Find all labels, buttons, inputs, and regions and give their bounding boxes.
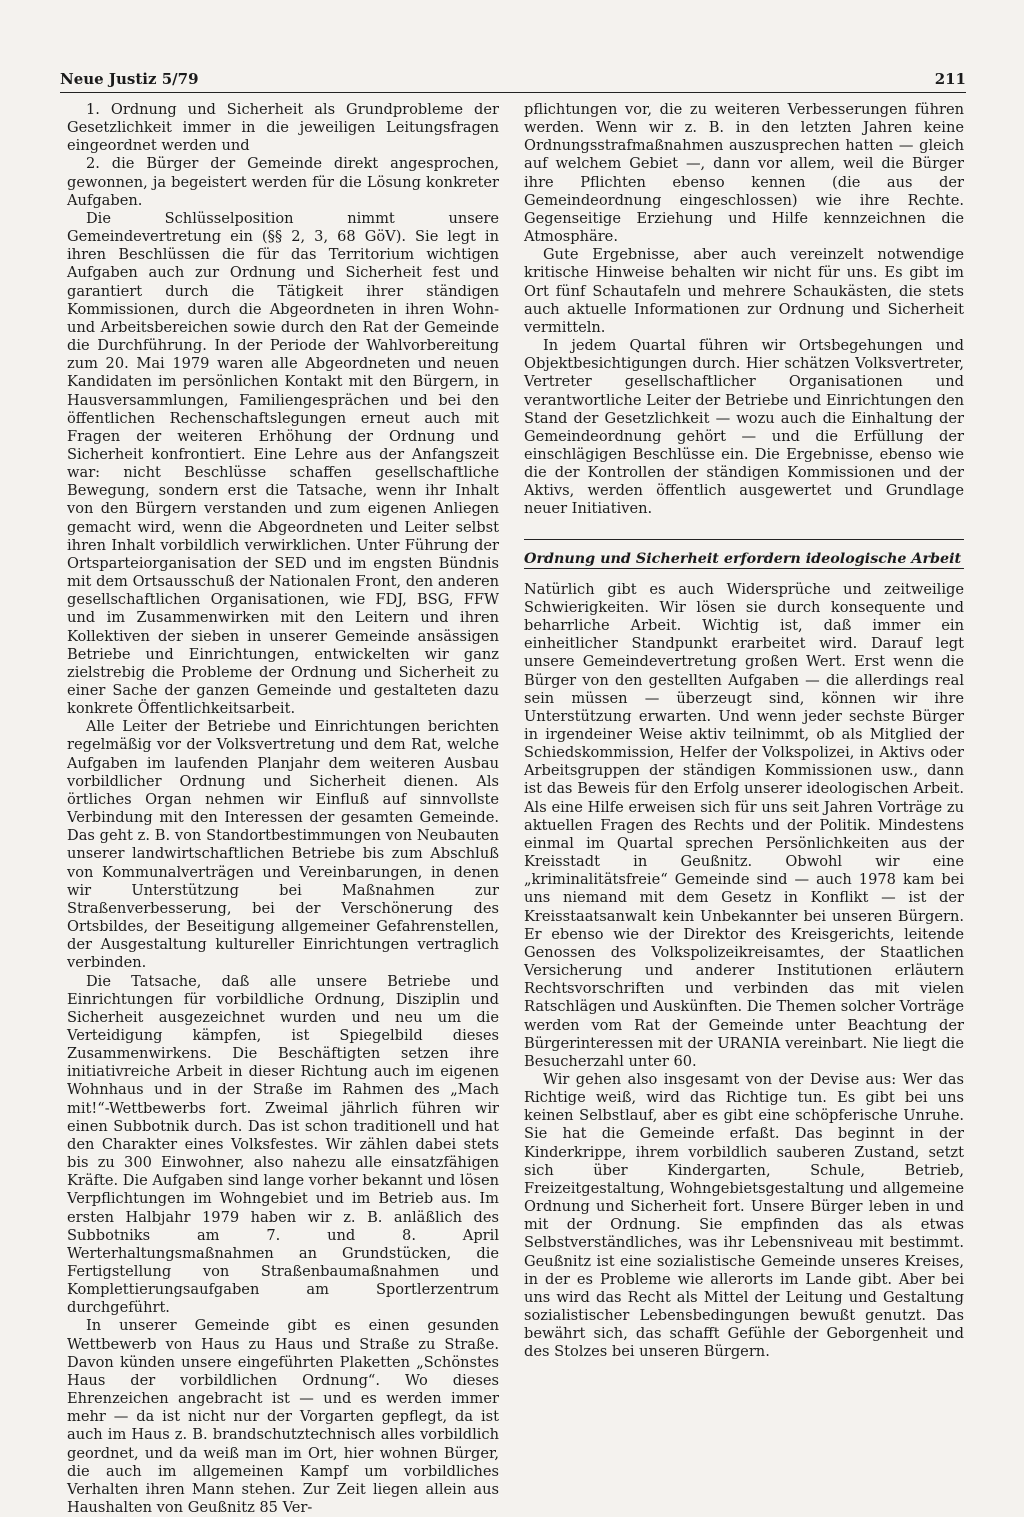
paragraph: In unserer Gemeinde gibt es einen gesunden Wettbewerb von Haus zu Haus und Straße zu Straße. Davon künden unsere eingeführten Plaketten „Schönstes Haus der vorbildlichen Ordnung“. Wo dieses Ehrenzeichen angebracht ist — und es werden immer mehr — da ist nicht nur der Vorgarten gepflegt, da ist auch im Haus z. B. brandschutztechnisch alles vorbildlich geordnet, und da weiß man im Ort, hier wohnen Bürger, die auch im allgemeinen Kampf um vorbildliches Verhalten ihren Mann stehen. Zur Zeit liegen allein aus Haushalten von Geußnitz 85 Ver- — [67, 1317, 499, 1517]
page-number: 211 — [934, 70, 966, 88]
paragraph: Wir gehen also insgesamt von der Devise aus: Wer das Richtige weiß, wird das Richtige tun. Es gibt bei uns keinen Selbstlauf, aber es gibt eine schöpferische Unruhe. Sie hat die Gemeinde erfaßt. Das beginnt in der Kinderkrippe, ihrem vorbildlich sauberen Zustand, setzt sich über Kindergarten, Schule, Betrieb, Freizeitgestaltung, Wohngebietsgestaltung und allgemeine Ordnung und Sicherheit fort. Unsere Bürger leben in und mit der Ordnung. Sie empfinden das als etwas Selbstverständliches, was ihr Lebensniveau mit bestimmt. Geußnitz ist eine sozialistische Gemeinde unseres Kreises, in der es Probleme wie allerorts im Lande gibt. Aber bei uns wird das Recht als Mittel der Leitung und Gestaltung sozialistischer Lebensbedingungen bewußt genutzt. Das bewährt sich, das schafft Gefühle der Geborgenheit und des Stolzes bei unseren Bürgern. — [524, 1070, 964, 1361]
paragraph: In jedem Quartal führen wir Ortsbegehungen und Objektbesichtigungen durch. Hier schätzen Volksvertreter, Vertreter gesellschaftlicher Organisationen und verantwortliche Leiter der Betriebe und Einrichtungen den Stand der Gesetzlichkeit — wozu auch die Einhaltung der Gemeindeordnung gehört — und die Erfüllung der einschlägigen Beschlüsse ein. Die Ergebnisse, ebenso wie die der Kontrollen der ständigen Kommissionen und der Aktivs, werden öffentlich ausgewertet und Grundlage neuer Initiativen. — [524, 337, 964, 518]
paragraph: pflichtungen vor, die zu weiteren Verbesserungen führen werden. Wenn wir z. B. in den letzten Jahren keine Ordnungsstrafmaßnahmen auszusprechen hatten — gleich auf welchem Gebiet —, dann vor allem, weil die Bürger ihre Pflichten ebenso kennen (die aus der Gemeindeordnung eingeschlossen) wie ihre Rechte. Gegenseitige Erziehung und Hilfe kennzeichnen die Atmosphäre. — [524, 101, 964, 246]
section-spacer — [524, 519, 964, 539]
section-rule-top — [524, 539, 964, 540]
header-rule — [60, 92, 966, 93]
paragraph: Die Schlüsselposition nimmt unsere Gemeindevertretung ein (§§ 2, 3, 68 GöV). Sie legt in ihren Beschlüssen die für das Territorium wichtigen Aufgaben auch zur Ordnung und Sicherheit fest und garantiert durch die Tätigkeit ihrer ständigen Kommissionen, durch die Abgeordneten in ihren Wohn- und Arbeitsbereichen sowie durch den Rat der Gemeinde die Durchführung. In der Periode der Wahlvorbereitung zum 20. Mai 1979 waren alle Abgeordneten und neuen Kandidaten im persönlichen Kontakt mit den Bürgern, in Hausversammlungen, Familiengesprächen und bei den öffentlichen Rechenschaftslegungen erneut auch mit Fragen der weiteren Erhöhung der Ordnung und Sicherheit konfrontiert. Eine Lehre aus der Anfangszeit war: nicht Beschlüsse schaffen gesellschaftliche Bewegung, sondern erst die Tatsache, wenn ihr Inhalt von den Bürgern verstanden und zum eigenen Anliegen gemacht wird, wenn die Abgeordneten und Leiter selbst ihren Inhalt vorbildlich verwirklichen. Unter Führung der Ortsparteiorganisation der SED und im engsten Bündnis mit dem Ortsausschuß der Nationalen Front, den anderen gesellschaftlichen Organisationen, wie FDJ, BSG, FFW und im Zusammenwirken mit den Leitern und ihren Kollektiven der sieben in unserer Gemeinde ansässigen Betriebe und Einrichtungen, entwickelten wir ganz zielstrebig die Probleme der Ordnung und Sicherheit zu einer Sache der ganzen Gemeinde und gestalteten dazu konkrete Öffentlichkeitsarbeit. — [67, 209, 499, 718]
paragraph: Die Tatsache, daß alle unsere Betriebe und Einrichtungen für vorbildliche Ordnung, Disziplin und Sicherheit ausgezeichnet wurden und neu um die Verteidigung kämpfen, ist Spiegelbild dieses Zusammenwirkens. Die Beschäftigten setzen ihre initiativreiche Arbeit in dieser Richtung auch im eigenen Wohnhaus und in der Straße im Rahmen des „Mach mit!“-Wettbewerbs fort. Zweimal jährlich führen wir einen Subbotnik durch. Das ist schon traditionell und hat den Charakter eines Volksfestes. Wir zählen dabei stets bis zu 300 Einwohner, also nahezu alle einsatzfähigen Kräfte. Die Aufgaben sind lange vorher bekannt und lösen Verpflichtungen im Wohngebiet und im Betrieb aus. Im ersten Halbjahr 1979 haben wir z. B. anläßlich des Subbotniks am 7. und 8. April Werterhaltungsmaßnahmen an Grundstücken, die Fertigstellung von Straßenbaumaßnahmen und Komplettierungsaufgaben am Sportlerzentrum durchgeführt. — [67, 972, 499, 1317]
page-header — [60, 70, 966, 88]
journal-issue: Neue Justiz 5/79 — [60, 70, 199, 88]
right-column — [524, 101, 964, 1361]
paragraph: Gute Ergebnisse, aber auch vereinzelt notwendige kritische Hinweise behalten wir nicht für uns. Es gibt im Ort fünf Schautafeln und mehrere Schaukästen, die stets auch aktuelle Informationen zur Ordnung und Sicherheit vermitteln. — [524, 246, 964, 336]
paragraph: Natürlich gibt es auch Widersprüche und zeitweilige Schwierigkeiten. Wir lösen sie durch konsequente und beharrliche Arbeit. Wichtig ist, daß immer ein einheitlicher Standpunkt erarbeitet wird. Darauf legt unsere Gemeindevertretung großen Wert. Erst wenn die Bürger von den gestellten Aufgaben — die allerdings real sein müssen — überzeugt sind, können wir ihre Unterstützung erwarten. Und wenn jeder sechste Bürger in irgendeiner Weise aktiv teilnimmt, ob als Mitglied der Schiedskommission, Helfer der Volkspolizei, in Aktivs oder Arbeitsgruppen der ständigen Kommissionen usw., dann ist das Beweis für den Erfolg unserer ideologischen Arbeit. Als eine Hilfe erweisen sich für uns seit Jahren Vorträge zu aktuellen Fragen des Rechts und der Politik. Mindestens einmal im Quartal sprechen Persönlichkeiten aus der Kreisstadt in Geußnitz. Obwohl wir eine „kriminalitätsfreie“ Gemeinde sind — auch 1978 kam bei uns niemand mit dem Gesetz in Konflikt — ist der Kreisstaatsanwalt kein Unbekannter bei unseren Bürgern. Er ebenso wie der Direktor des Kreisgerichts, leitende Genossen des Volkspolizeikreisamtes, der Staatlichen Versicherung und anderer Institutionen erläutern Rechtsvorschriften und verbinden das mit vielen Ratschlägen und Auskünften. Die Themen solcher Vorträge werden vom Rat der Gemeinde unter Beachtung der Bürgerinteressen mit der URANIA vereinbart. Nie liegt die Besucherzahl unter 60. — [524, 580, 964, 1070]
section-heading: Ordnung und Sicherheit erfordern ideologische Arbeit — [524, 550, 962, 567]
section-rule-bottom — [524, 568, 964, 569]
list-item-1: 1. Ordnung und Sicherheit als Grundprobleme der Gesetzlichkeit immer in die jeweiligen Leitungsfragen eingeordnet werden und — [67, 101, 499, 155]
left-column — [67, 101, 499, 1517]
paragraph: Alle Leiter der Betriebe und Einrichtungen berichten regelmäßig vor der Volksvertretung und dem Rat, welche Aufgaben im laufenden Planjahr dem weiteren Ausbau vorbildlicher Ordnung und Sicherheit dienen. Als örtliches Organ nehmen wir Einfluß auf sinnvollste Verbindung mit den Interessen der gesamten Gemeinde. Das geht z. B. von Standortbestimmungen von Neubauten unserer landwirtschaftlichen Betriebe bis zum Abschluß von Kommunalverträgen und Vereinbarungen, in denen wir Unterstützung bei Maßnahmen zur Straßenverbesserung, bei der Verschönerung des Ortsbildes, der Beseitigung allgemeiner Gefahrenstellen, der Ausgestaltung kultureller Einrichtungen vertraglich verbinden. — [67, 718, 499, 972]
list-item-2: 2. die Bürger der Gemeinde direkt angesprochen, gewonnen, ja begeistert werden für die Lösung konkreter Aufgaben. — [67, 155, 499, 209]
